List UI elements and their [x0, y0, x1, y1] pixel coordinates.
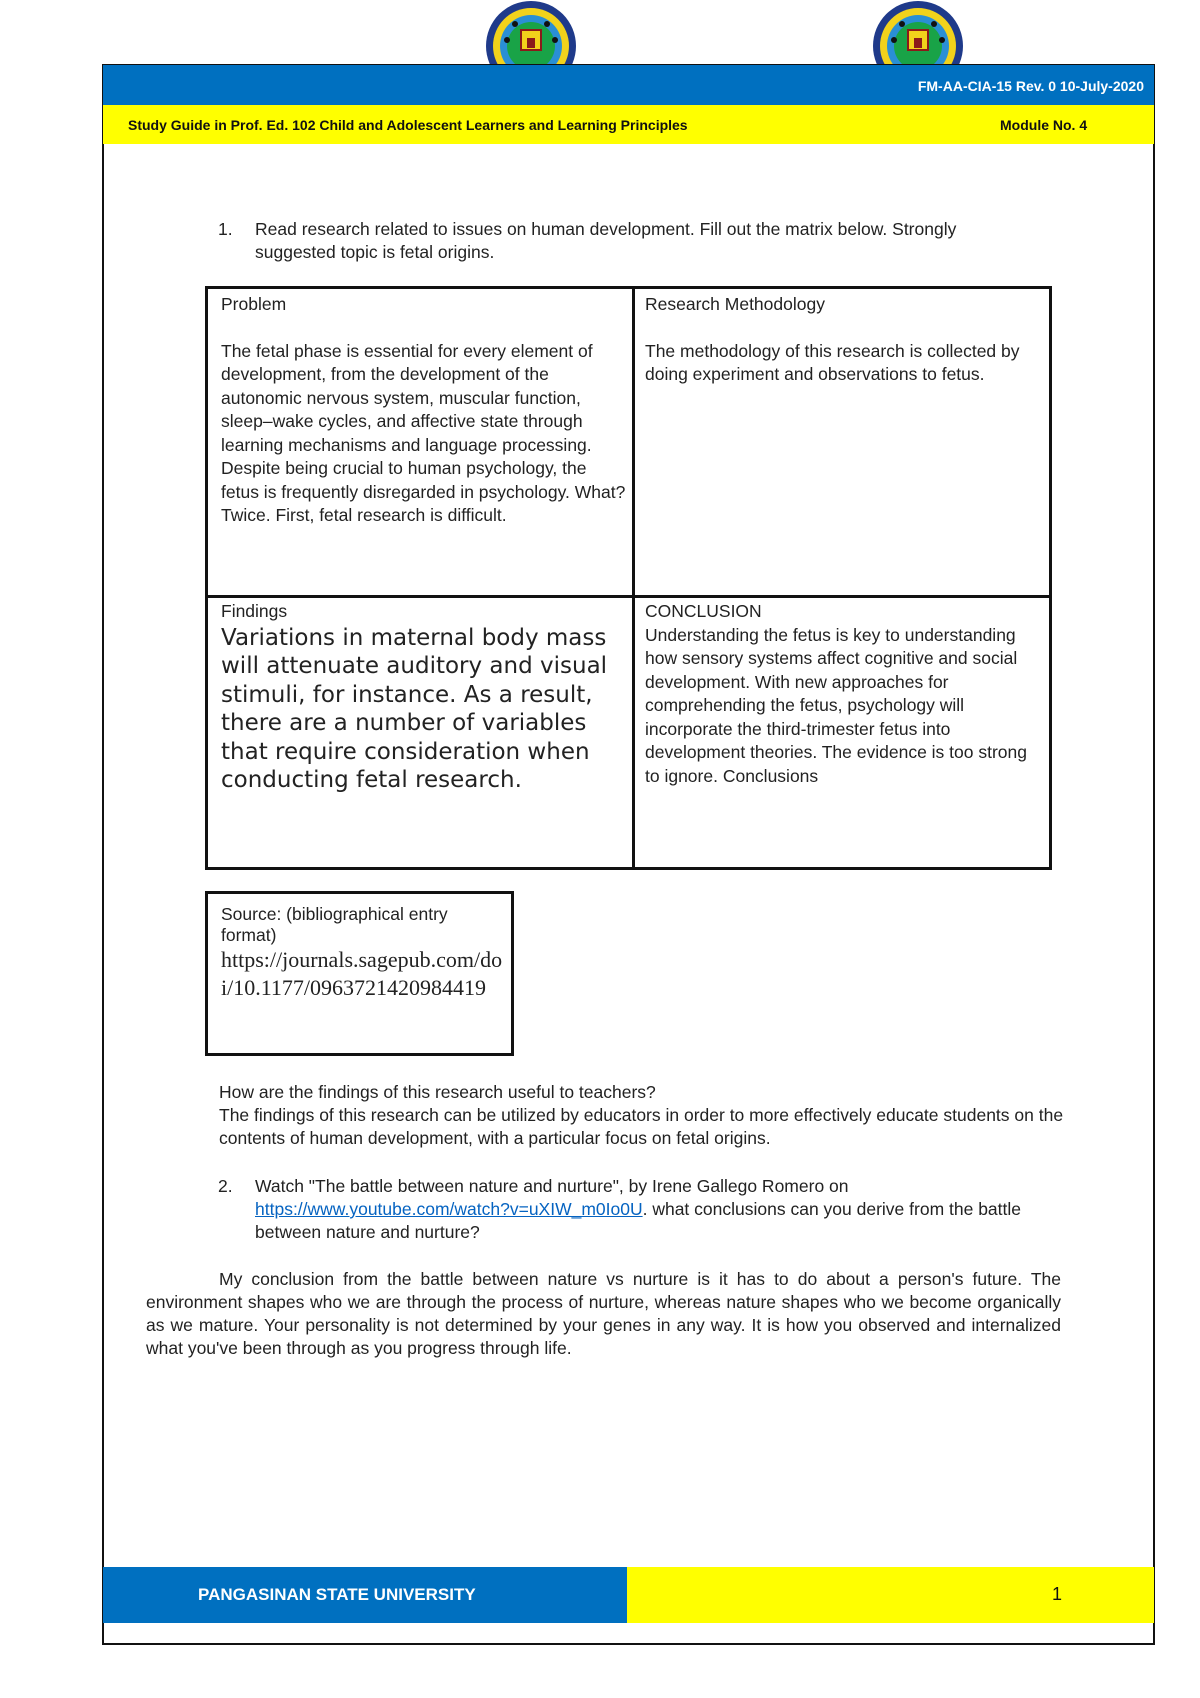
university-seal-right — [872, 0, 964, 64]
conclusion-heading: CONCLUSION — [645, 601, 762, 621]
usefulness-question: How are the findings of this research useful to teachers? — [219, 1082, 656, 1102]
page-number: 1 — [1052, 1584, 1063, 1604]
question-1-text: Read research related to issues on human development. Fill out the matrix below. Strongly suggested topic is fetal origins. — [255, 219, 957, 262]
question-2-text — [255, 1175, 1068, 1244]
question-1 — [218, 218, 1038, 264]
source-url: https://journals.sagepub.com/doi/10.1177/0963721420984419 — [221, 947, 503, 1000]
conclusion-paragraph — [146, 1268, 1061, 1360]
form-code: FM-AA-CIA-15 Rev. 0 10-July-2020 — [917, 78, 1144, 94]
university-name: PANGASINAN STATE UNIVERSITY — [198, 1585, 476, 1604]
problem-cell — [221, 293, 626, 528]
question-2-number: 2. — [218, 1176, 233, 1196]
header-band — [103, 65, 1154, 105]
youtube-link[interactable]: https://www.youtube.com/watch?v=uXIW_m0Io0U — [255, 1199, 643, 1219]
research-matrix — [205, 286, 1052, 870]
findings-body: Variations in maternal body mass will attenuate auditory and visual stimuli, for instance. As a result, there are a number of variables that require consideration when conducting fetal research. — [221, 624, 608, 793]
source-label: Source: (bibliographical entry format) — [221, 904, 448, 945]
conclusion-cell — [645, 600, 1040, 788]
findings-cell — [221, 600, 626, 795]
study-guide-title: Study Guide in Prof. Ed. 102 Child and Adolescent Learners and Learning Principles — [128, 117, 688, 133]
question-2-suffix: . what conclusions can you derive from the battle between nature and nurture? — [255, 1199, 1022, 1242]
conclusion-line: how sensory systems affect cognitive and social development. With new approaches for — [645, 648, 1018, 692]
problem-heading: Problem — [221, 294, 287, 314]
conclusion-line: Understanding the fetus is key to understanding — [645, 624, 1016, 645]
usefulness-section — [219, 1081, 1099, 1150]
conclusion-line: comprehending the fetus, psychology will incorporate the third-trimester fetus into development theories. The evidence is too strong to ignore. Conclusions — [645, 695, 1027, 786]
footer-band-yellow — [627, 1567, 1154, 1623]
matrix-divider-horizontal — [208, 595, 1049, 598]
methodology-cell — [645, 293, 1040, 387]
title-band — [103, 105, 1154, 144]
methodology-body: The methodology of this research is collected by doing experiment and observations to fetus. — [645, 340, 1020, 384]
question-2 — [218, 1175, 1068, 1244]
question-2-prefix: Watch "The battle between nature and nurture", by Irene Gallego Romero on — [255, 1176, 849, 1196]
findings-heading: Findings — [221, 601, 288, 621]
methodology-heading: Research Methodology — [645, 294, 825, 314]
source-box — [205, 891, 514, 1056]
footer-band-blue — [103, 1567, 627, 1623]
matrix-divider-vertical — [632, 289, 635, 867]
university-seal-left — [485, 0, 577, 64]
conclusion-paragraph-text: My conclusion from the battle between nature vs nurture is it has to do about a person's future. The environment shapes who we are through the process of nurture, whereas nature shapes who we become organically as we mature. Your personality is not determined by your genes in any way. It is how you observed and internalized what you've been through as you progress through life. — [146, 1269, 1061, 1358]
usefulness-answer: The findings of this research can be utilized by educators in order to more effectively educate students on the contents of human development, with a particular focus on fetal origins. — [219, 1105, 1064, 1148]
module-number: Module No. 4 — [1000, 117, 1088, 133]
question-1-number: 1. — [218, 219, 233, 239]
problem-body: The fetal phase is essential for every element of development, from the development of the autonomic nervous system, muscular function, sleep–wake cycles, and affective state through learning mechanisms and language processing. Despite being crucial to human psychology, the fetus is frequently disregarded in psychology. What? Twice. First, fetal research is difficult. — [221, 340, 626, 525]
